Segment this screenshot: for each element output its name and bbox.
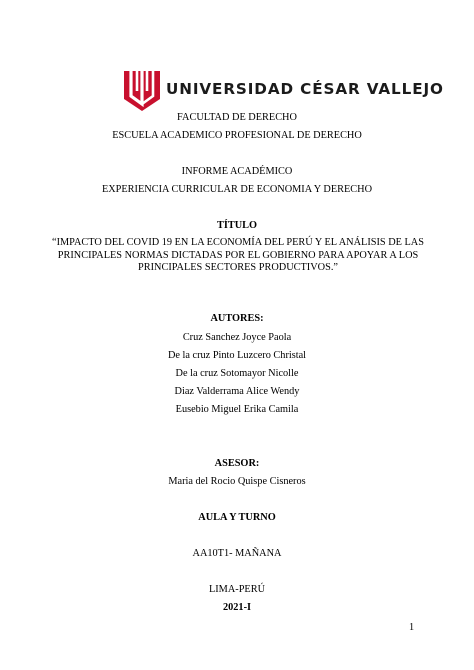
title-heading: TÍTULO: [216, 220, 258, 231]
course: EXPERIENCIA CURRICULAR DE ECONOMIA Y DERECHO: [101, 184, 373, 195]
author-item: Diaz Valderrama Alice Wendy: [174, 386, 300, 397]
report-type: INFORME ACADÉMICO: [181, 166, 293, 177]
author-item: De la cruz Sotomayor Nicolle: [175, 368, 299, 379]
advisor-heading: ASESOR:: [214, 458, 260, 469]
school: ESCUELA ACADEMICO PROFESIONAL DE DERECHO: [112, 130, 362, 141]
author-item: Cruz Sanchez Joyce Paola: [182, 332, 292, 343]
author-item: De la cruz Pinto Luzcero Christal: [167, 350, 307, 361]
faculty: FACULTAD DE DERECHO: [177, 112, 297, 123]
authors-heading: AUTORES:: [210, 313, 264, 324]
report-title: “IMPACTO DEL COVID 19 EN LA ECONOMÍA DEL PERÚ Y EL ANÁLISIS DE LAS PRINCIPALES NORMAS DICTADAS POR EL GOBIERNO PARA APOYAR A LOS PRINCIPALES SECTORES PRODUCTIVOS.”: [52, 237, 424, 273]
classroom-heading: AULA Y TURNO: [198, 512, 276, 523]
advisor-name: Maria del Rocio Quispe Cisneros: [168, 476, 306, 487]
page-number: 1: [409, 622, 415, 633]
place: LIMA-PERÚ: [208, 584, 266, 595]
author-item: Eusebio Miguel Erika Camila: [175, 404, 299, 415]
year: 2021-I: [222, 602, 252, 613]
university-name: UNIVERSIDAD CÉSAR VALLEJO: [166, 80, 444, 98]
classroom-value: AA10T1- MAÑANA: [192, 548, 282, 559]
ucv-shield-logo-icon: [124, 71, 160, 111]
